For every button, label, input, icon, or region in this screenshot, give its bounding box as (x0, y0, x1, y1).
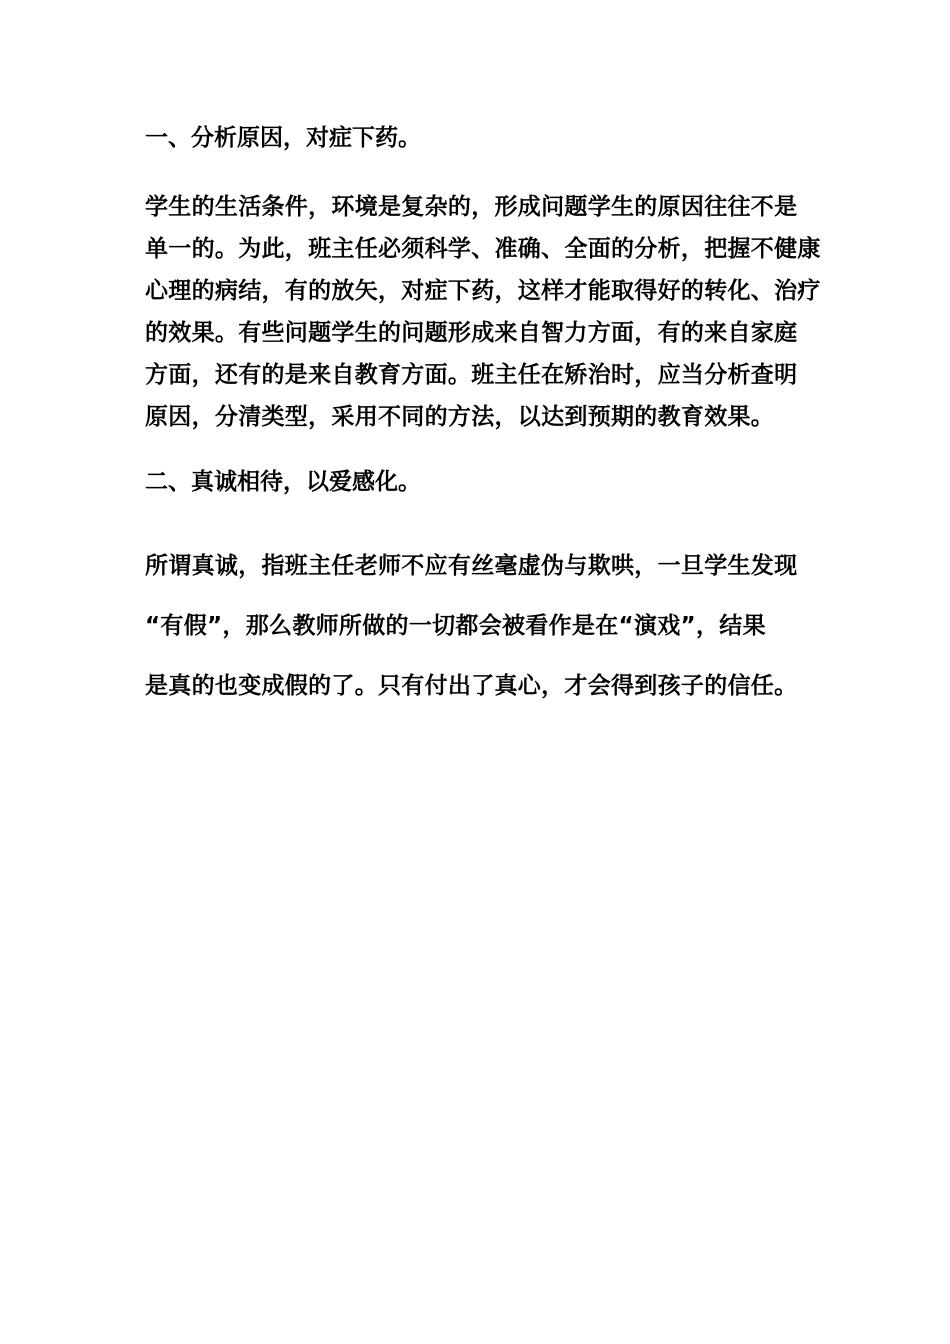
section-paragraph-1 (145, 186, 821, 438)
paragraph-line: 学生的生活条件，环境是复杂的，形成问题学生的原因往往不是 (145, 194, 798, 220)
paragraph-line: 是真的也变成假的了。只有付出了真心，才会得到孩子的信任。 (145, 673, 798, 699)
section-heading-2: 二、真诚相待，以爱感化。 (145, 469, 421, 495)
paragraph-line: 所谓真诚，指班主任老师不应有丝毫虚伪与欺哄，一旦学生发现 (145, 553, 798, 579)
paragraph-line: 方面，还有的是来自教育方面。班主任在矫治时，应当分析查明 (145, 362, 798, 388)
paragraph-line: 单一的。为此，班主任必须科学、准确、全面的分析，把握不健康 (145, 236, 821, 262)
paragraph-line: “有假”，那么教师所做的一切都会被看作是在“演戏”，结果 (145, 613, 766, 639)
paragraph-line: 原因，分清类型，采用不同的方法，以达到预期的教育效果。 (145, 404, 775, 430)
paragraph-line: 心理的病结，有的放矢，对症下药，这样才能取得好的转化、治疗 (145, 278, 821, 304)
paragraph-line: 的效果。有些问题学生的问题形成来自智力方面，有的来自家庭 (145, 320, 798, 346)
document-content (145, 116, 821, 716)
section-heading-1: 一、分析原因，对症下药。 (145, 125, 421, 151)
section-paragraph-2 (145, 536, 813, 716)
